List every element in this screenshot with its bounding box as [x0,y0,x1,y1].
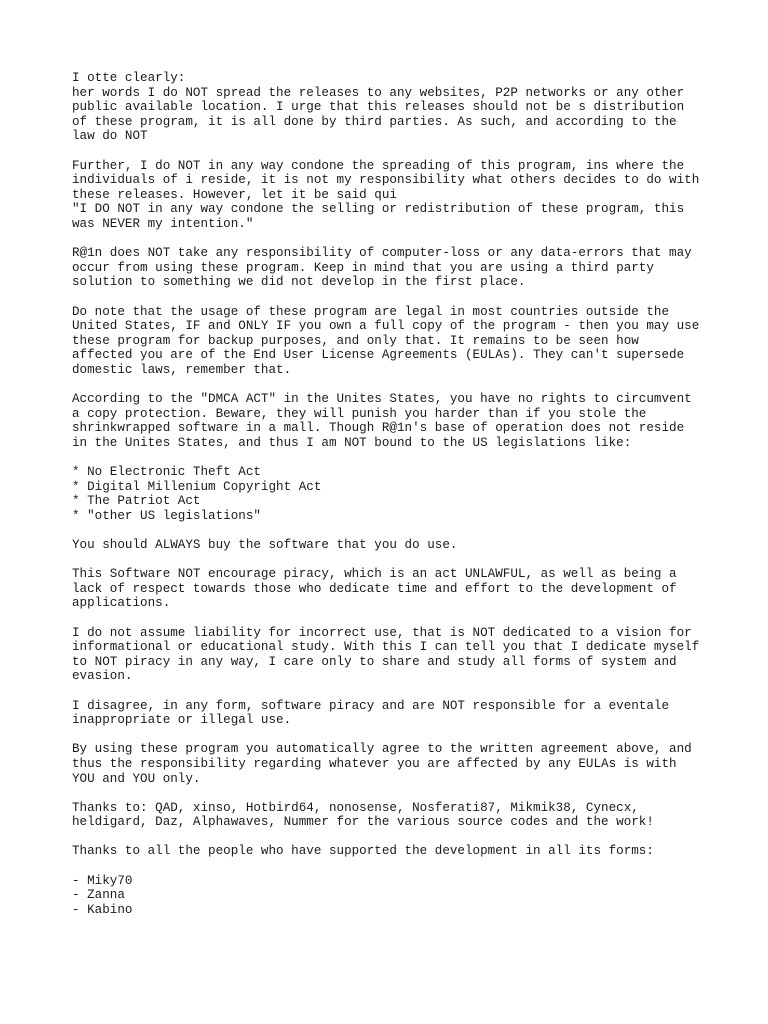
paragraph [72,465,732,523]
text-line: * "other US legislations" [72,508,261,523]
text-line: informational or educational study. With this I can tell you that I dedicate myself [72,640,700,655]
paragraph [72,538,732,553]
paragraph [72,801,732,830]
text-line: Thanks to: QAD, xinso, Hotbird64, nonosense, Nosferati87, Mikmik38, Cynecx, [72,800,639,815]
text-line: thus the responsibility regarding whatever you are affected by any EULAs is with [72,756,677,771]
text-line: occur from using these program. Keep in mind that you are using a third party [72,260,654,275]
text-line: inappropriate or illegal use. [72,713,292,728]
text-line: This Software NOT encourage piracy, which is an act UNLAWFUL, as well as being a [72,567,677,582]
text-line: solution to something we did not develop in the first place. [72,275,526,290]
text-line: shrinkwrapped software in a mall. Though R@1n's base of operation does not reside [72,421,685,436]
text-line: Do note that the usage of these program are legal in most countries outside the [72,304,670,319]
text-line: I otte clearly: [72,71,186,85]
document-body [72,71,732,932]
paragraph [72,742,732,786]
paragraph [72,699,732,728]
text-line: Further, I do NOT in any way condone the spreading of this program, ins where the [72,158,685,173]
text-line: public available location. I urge that this releases should not be s distribution [72,100,685,115]
text-line: You should ALWAYS buy the software that you do use. [72,538,458,552]
text-line: domestic laws, remember that. [72,362,292,377]
text-line: individuals of i reside, it is not my responsibility what others decides to do with [72,173,700,188]
paragraph [72,305,732,378]
text-line: - Kabino [72,902,133,917]
text-line: By using these program you automatically agree to the written agreement above, and [72,742,692,757]
text-line: lack of respect towards those who dedicate time and effort to the development of [72,581,677,596]
text-line: I disagree, in any form, software piracy and are NOT responsible for a eventale [72,698,670,713]
text-line: According to the "DMCA ACT" in the Unites States, you have no rights to circumvent [72,392,692,407]
paragraph [72,71,732,144]
paragraph [72,159,732,232]
text-line: these releases. However, let it be said qui [72,187,397,202]
text-line: affected you are of the End User License Agreements (EULAs). They can't supersede [72,348,685,363]
text-line: - Miky70 [72,873,133,888]
text-line: these program for backup purposes, and only that. It remains to be seen how [72,333,639,348]
text-line: her words I do NOT spread the releases to any websites, P2P networks or any other [72,85,685,100]
text-line: applications. [72,596,171,611]
paragraph [72,626,732,684]
paragraph [72,844,732,859]
paragraph [72,392,732,450]
text-line: a copy protection. Beware, they will punish you harder than if you stole the [72,406,647,421]
text-line: heldigard, Daz, Alphawaves, Nummer for the various source codes and the work! [72,815,654,830]
text-line: in the Unites States, and thus I am NOT bound to the US legislations like: [72,435,632,450]
text-line: * The Patriot Act [72,494,201,509]
text-line: evasion. [72,669,133,684]
text-line: YOU and YOU only. [72,771,201,786]
text-line: * Digital Millenium Copyright Act [72,479,322,494]
paragraph [72,246,732,290]
paragraph [72,874,732,918]
text-line: "I DO NOT in any way condone the selling or redistribution of these program, this [72,202,685,217]
text-line: Thanks to all the people who have supported the development in all its forms: [72,844,654,859]
text-line: - Zanna [72,888,125,903]
text-line: I do not assume liability for incorrect use, that is NOT dedicated to a vision for [72,625,692,640]
text-line: to NOT piracy in any way, I care only to share and study all forms of system and [72,654,677,669]
text-line: R@1n does NOT take any responsibility of computer-loss or any data-errors that may [72,246,692,261]
text-line: law do NOT [72,129,148,144]
text-line: United States, IF and ONLY IF you own a full copy of the program - then you may use [72,319,700,334]
paragraph [72,567,732,611]
text-line: was NEVER my intention." [72,216,254,231]
text-line: of these program, it is all done by third parties. As such, and according to the [72,114,677,129]
text-line: * No Electronic Theft Act [72,465,261,480]
